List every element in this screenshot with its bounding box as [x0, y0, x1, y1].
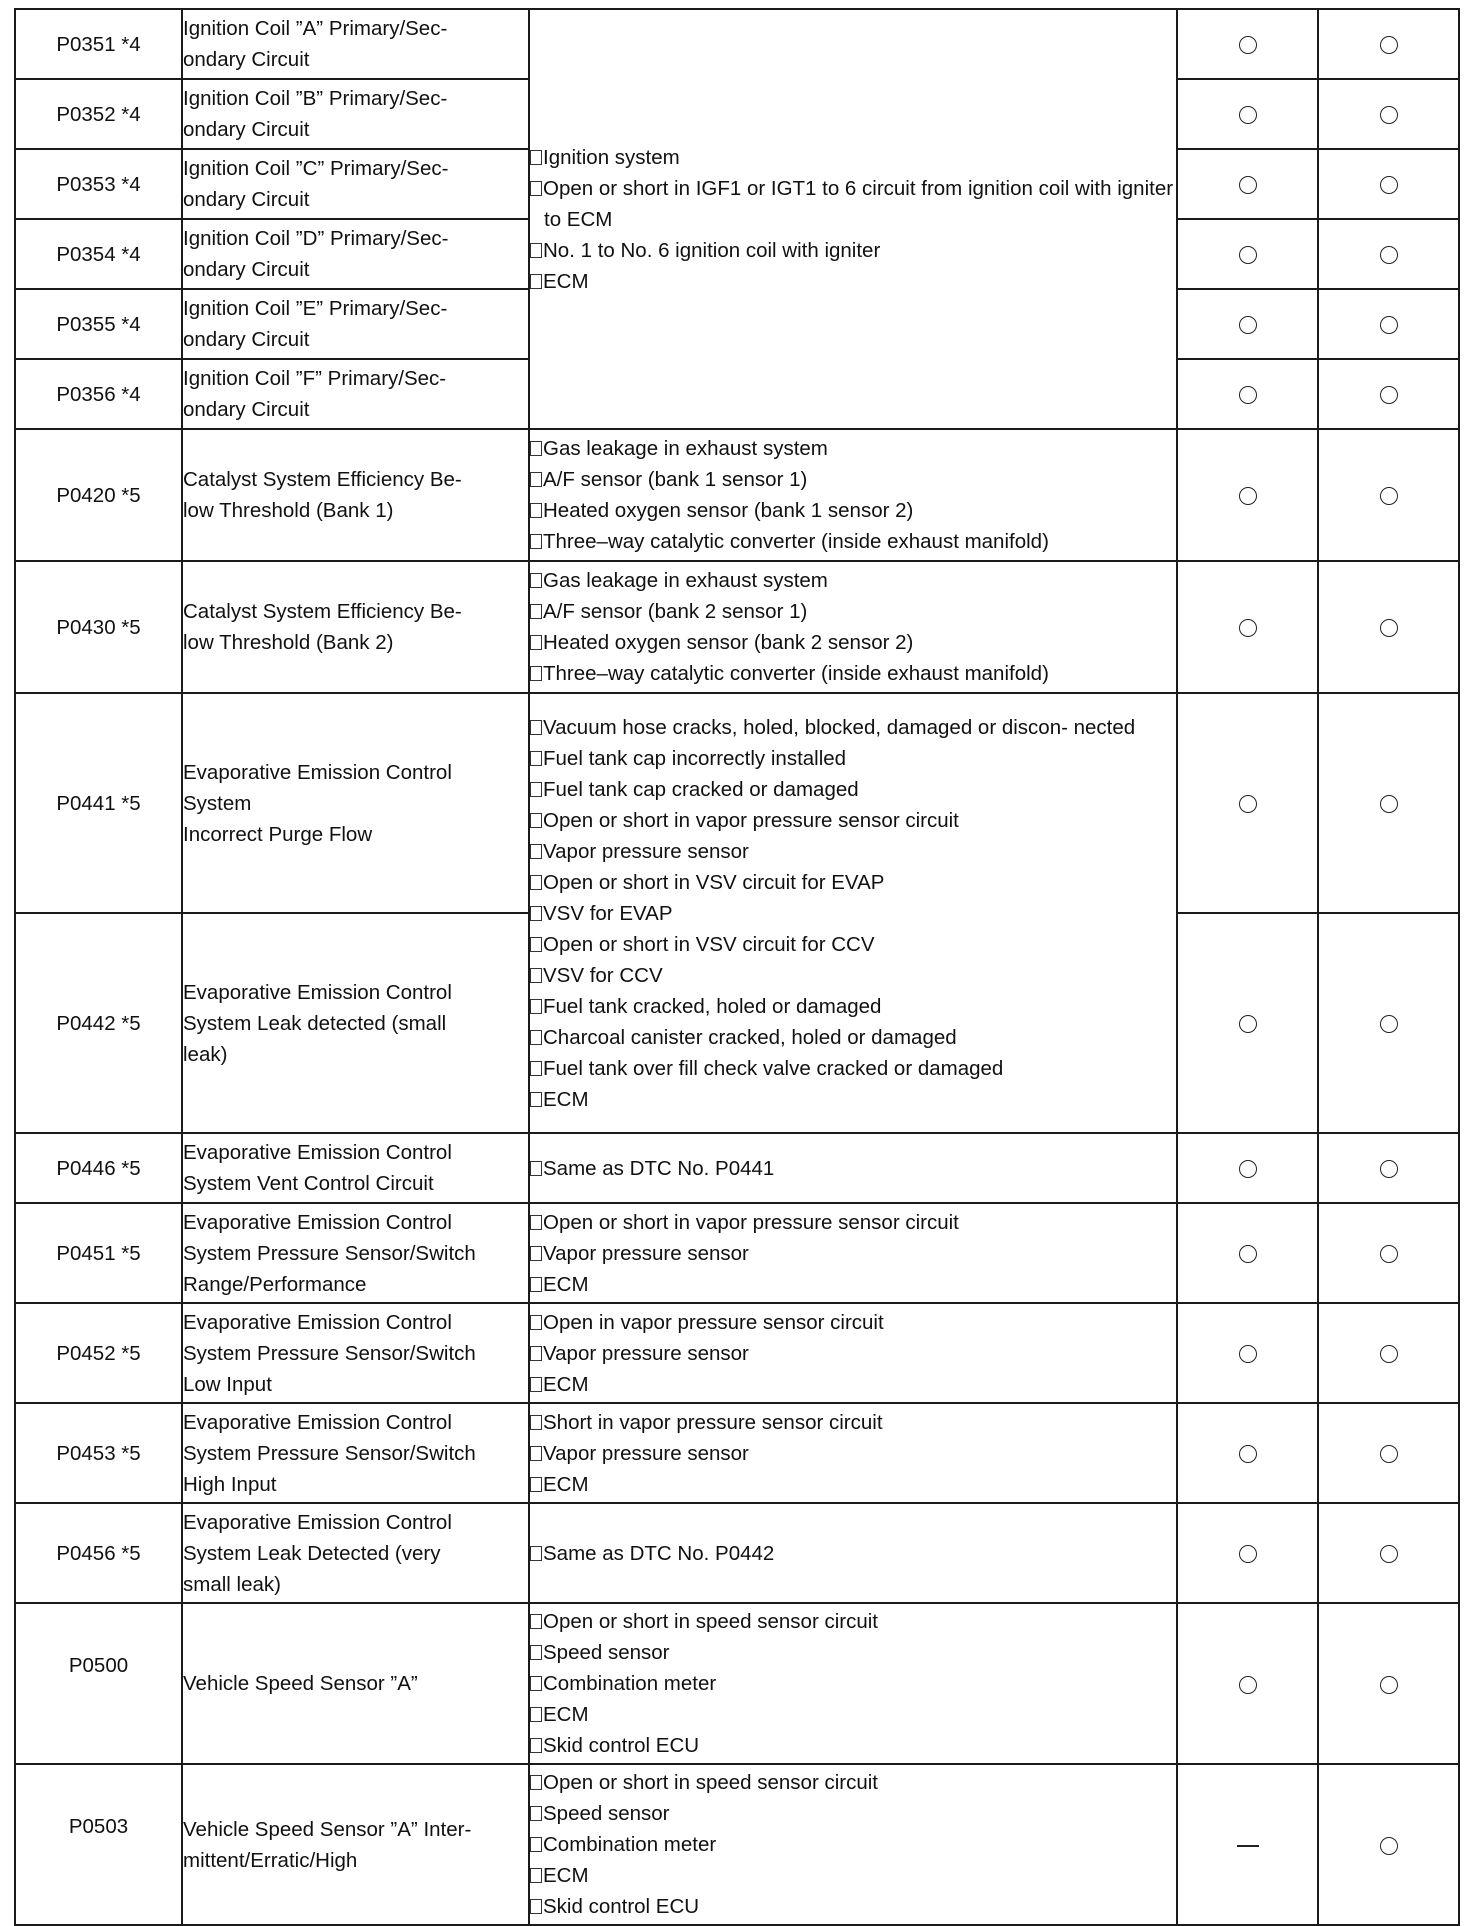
trouble-item: Fuel tank cap incorrectly installed [530, 743, 1176, 774]
trouble-item: Three–way catalytic converter (inside exhaust manifold) [530, 658, 1176, 689]
detection-item: Evaporative Emission Control System Pressure Sensor/Switch High Input [182, 1403, 529, 1503]
mil-cell [1177, 561, 1318, 693]
table-row [15, 1503, 1459, 1603]
trouble-area [529, 429, 1177, 561]
memory-cell [1318, 1203, 1459, 1303]
circle-icon [1380, 386, 1398, 404]
circle-icon [1380, 1160, 1398, 1178]
circle-icon [1380, 1345, 1398, 1363]
checkbox-icon [530, 782, 542, 797]
circle-icon [1380, 1837, 1398, 1855]
trouble-item: Same as DTC No. P0442 [530, 1538, 1176, 1569]
dtc-code: P0503 [15, 1764, 182, 1925]
trouble-item: Skid control ECU [530, 1891, 1176, 1922]
trouble-item: Open or short in speed sensor circuit [530, 1767, 1176, 1798]
table-row [15, 1403, 1459, 1503]
detection-item: Evaporative Emission Control System Leak Detected (very small leak) [182, 1503, 529, 1603]
trouble-item: ECM [530, 1269, 1176, 1300]
checkbox-icon [530, 1645, 542, 1660]
detection-item: Catalyst System Efficiency Be- low Threshold (Bank 1) [182, 429, 529, 561]
trouble-item: A/F sensor (bank 1 sensor 1) [530, 464, 1176, 495]
memory-cell [1318, 359, 1459, 429]
detection-item: Vehicle Speed Sensor ”A” Inter- mittent/Erratic/High [182, 1764, 529, 1925]
checkbox-icon [530, 1837, 542, 1852]
trouble-item: Fuel tank cracked, holed or damaged [530, 991, 1176, 1022]
circle-icon [1380, 619, 1398, 637]
trouble-item: Combination meter [530, 1829, 1176, 1860]
dtc-code: P0453 *5 [15, 1403, 182, 1503]
trouble-item: Heated oxygen sensor (bank 1 sensor 2) [530, 495, 1176, 526]
circle-icon [1239, 316, 1257, 334]
trouble-item: Open or short in vapor pressure sensor circuit [530, 805, 1176, 836]
checkbox-icon [530, 441, 542, 456]
checkbox-icon [530, 1061, 542, 1076]
mil-cell [1177, 79, 1318, 149]
mil-cell [1177, 289, 1318, 359]
checkbox-icon [530, 573, 542, 588]
trouble-item: Combination meter [530, 1668, 1176, 1699]
dtc-code: P0500 [15, 1603, 182, 1764]
checkbox-icon [530, 1315, 542, 1330]
memory-cell [1318, 1503, 1459, 1603]
trouble-area [529, 1303, 1177, 1403]
mil-cell [1177, 219, 1318, 289]
memory-cell [1318, 1303, 1459, 1403]
trouble-area [529, 1133, 1177, 1203]
checkbox-icon [530, 1775, 542, 1790]
checkbox-icon [530, 1161, 542, 1176]
circle-icon [1239, 1015, 1257, 1033]
circle-icon [1380, 1015, 1398, 1033]
trouble-area [529, 1503, 1177, 1603]
memory-cell [1318, 1403, 1459, 1503]
trouble-item: Ignition system [530, 142, 1176, 173]
trouble-item: Short in vapor pressure sensor circuit [530, 1407, 1176, 1438]
detection-item: Catalyst System Efficiency Be- low Threshold (Bank 2) [182, 561, 529, 693]
table-row [15, 9, 1459, 79]
trouble-item: Vapor pressure sensor [530, 1338, 1176, 1369]
trouble-item: Vacuum hose cracks, holed, blocked, damaged or discon- nected [530, 712, 1176, 743]
trouble-item: Open or short in vapor pressure sensor circuit [530, 1207, 1176, 1238]
mil-cell [1177, 1503, 1318, 1603]
circle-icon [1380, 316, 1398, 334]
circle-icon [1380, 1545, 1398, 1563]
checkbox-icon [530, 1215, 542, 1230]
mil-cell [1177, 359, 1318, 429]
circle-icon [1239, 487, 1257, 505]
checkbox-icon [530, 1277, 542, 1292]
memory-cell [1318, 1133, 1459, 1203]
dtc-code: P0353 *4 [15, 149, 182, 219]
trouble-item: Three–way catalytic converter (inside exhaust manifold) [530, 526, 1176, 557]
detection-item: Evaporative Emission Control System Incorrect Purge Flow [182, 693, 529, 913]
circle-icon [1380, 487, 1398, 505]
detection-item: Evaporative Emission Control System Pressure Sensor/Switch Low Input [182, 1303, 529, 1403]
trouble-item: Gas leakage in exhaust system [530, 565, 1176, 596]
trouble-item: Open in vapor pressure sensor circuit [530, 1307, 1176, 1338]
circle-icon [1380, 246, 1398, 264]
trouble-item: Speed sensor [530, 1637, 1176, 1668]
trouble-item: Fuel tank over fill check valve cracked or damaged [530, 1053, 1176, 1084]
circle-icon [1239, 176, 1257, 194]
memory-cell [1318, 219, 1459, 289]
mil-cell [1177, 149, 1318, 219]
detection-item: Ignition Coil ”C” Primary/Sec- ondary Circuit [182, 149, 529, 219]
dtc-code: P0351 *4 [15, 9, 182, 79]
dtc-table [14, 8, 1460, 1926]
detection-item: Evaporative Emission Control System Vent Control Circuit [182, 1133, 529, 1203]
trouble-item: ECM [530, 1860, 1176, 1891]
table-row [15, 561, 1459, 693]
checkbox-icon [530, 1030, 542, 1045]
trouble-area [529, 1764, 1177, 1925]
memory-cell [1318, 79, 1459, 149]
checkbox-icon [530, 1546, 542, 1561]
trouble-item: Open or short in IGF1 or IGT1 to 6 circuit from ignition coil with igniter to ECM [530, 173, 1176, 235]
trouble-item: VSV for EVAP [530, 898, 1176, 929]
table-row [15, 1133, 1459, 1203]
table-row [15, 429, 1459, 561]
mil-cell [1177, 913, 1318, 1133]
trouble-item: Vapor pressure sensor [530, 836, 1176, 867]
checkbox-icon [530, 503, 542, 518]
trouble-item: Open or short in speed sensor circuit [530, 1606, 1176, 1637]
dtc-code: P0452 *5 [15, 1303, 182, 1403]
circle-icon [1380, 36, 1398, 54]
checkbox-icon [530, 534, 542, 549]
trouble-item: Skid control ECU [530, 1730, 1176, 1761]
trouble-item: A/F sensor (bank 2 sensor 1) [530, 596, 1176, 627]
circle-icon [1239, 36, 1257, 54]
circle-icon [1239, 619, 1257, 637]
circle-icon [1239, 1245, 1257, 1263]
trouble-item: ECM [530, 1084, 1176, 1115]
memory-cell [1318, 1764, 1459, 1925]
checkbox-icon [530, 751, 542, 766]
checkbox-icon [530, 243, 542, 258]
checkbox-icon [530, 472, 542, 487]
trouble-item: ECM [530, 266, 1176, 297]
trouble-area [529, 693, 1177, 1133]
checkbox-icon [530, 1346, 542, 1361]
dtc-code: P0442 *5 [15, 913, 182, 1133]
checkbox-icon [530, 1092, 542, 1107]
dtc-code: P0456 *5 [15, 1503, 182, 1603]
dtc-code: P0352 *4 [15, 79, 182, 149]
memory-cell [1318, 149, 1459, 219]
circle-icon [1380, 176, 1398, 194]
circle-icon [1239, 246, 1257, 264]
mil-cell [1177, 1764, 1318, 1925]
trouble-item: Charcoal canister cracked, holed or damaged [530, 1022, 1176, 1053]
trouble-item: Speed sensor [530, 1798, 1176, 1829]
trouble-area [529, 1603, 1177, 1764]
table-row [15, 693, 1459, 913]
detection-item: Ignition Coil ”E” Primary/Sec- ondary Circuit [182, 289, 529, 359]
trouble-item: ECM [530, 1699, 1176, 1730]
checkbox-icon [530, 1377, 542, 1392]
dtc-code: P0355 *4 [15, 289, 182, 359]
trouble-area [529, 1403, 1177, 1503]
mil-cell [1177, 1133, 1318, 1203]
trouble-item: ECM [530, 1369, 1176, 1400]
memory-cell [1318, 561, 1459, 693]
dtc-code: P0356 *4 [15, 359, 182, 429]
table-row [15, 1303, 1459, 1403]
dash-icon [1237, 1845, 1259, 1847]
detection-item: Ignition Coil ”B” Primary/Sec- ondary Circuit [182, 79, 529, 149]
dtc-code: P0420 *5 [15, 429, 182, 561]
circle-icon [1239, 386, 1257, 404]
checkbox-icon [530, 1806, 542, 1821]
checkbox-icon [530, 274, 542, 289]
trouble-area [529, 9, 1177, 429]
dtc-code: P0446 *5 [15, 1133, 182, 1203]
trouble-item: ECM [530, 1469, 1176, 1500]
checkbox-icon [530, 666, 542, 681]
mil-cell [1177, 1303, 1318, 1403]
checkbox-icon [530, 1446, 542, 1461]
circle-icon [1380, 1676, 1398, 1694]
dtc-code: P0430 *5 [15, 561, 182, 693]
circle-icon [1239, 795, 1257, 813]
circle-icon [1239, 1160, 1257, 1178]
table-row [15, 1203, 1459, 1303]
mil-cell [1177, 693, 1318, 913]
mil-cell [1177, 1403, 1318, 1503]
trouble-area [529, 1203, 1177, 1303]
checkbox-icon [530, 1738, 542, 1753]
detection-item: Ignition Coil ”D” Primary/Sec- ondary Circuit [182, 219, 529, 289]
detection-item: Evaporative Emission Control System Pressure Sensor/Switch Range/Performance [182, 1203, 529, 1303]
trouble-item: Open or short in VSV circuit for CCV [530, 929, 1176, 960]
circle-icon [1239, 1445, 1257, 1463]
memory-cell [1318, 913, 1459, 1133]
detection-item: Vehicle Speed Sensor ”A” [182, 1603, 529, 1764]
checkbox-icon [530, 1614, 542, 1629]
checkbox-icon [530, 844, 542, 859]
checkbox-icon [530, 937, 542, 952]
checkbox-icon [530, 968, 542, 983]
checkbox-icon [530, 813, 542, 828]
circle-icon [1239, 1345, 1257, 1363]
checkbox-icon [530, 999, 542, 1014]
mil-cell [1177, 429, 1318, 561]
trouble-item: Vapor pressure sensor [530, 1438, 1176, 1469]
detection-item: Ignition Coil ”A” Primary/Sec- ondary Circuit [182, 9, 529, 79]
memory-cell [1318, 693, 1459, 913]
dtc-code: P0451 *5 [15, 1203, 182, 1303]
memory-cell [1318, 289, 1459, 359]
mil-cell [1177, 9, 1318, 79]
mil-cell [1177, 1603, 1318, 1764]
checkbox-icon [530, 1868, 542, 1883]
trouble-item: VSV for CCV [530, 960, 1176, 991]
trouble-item: Heated oxygen sensor (bank 2 sensor 2) [530, 627, 1176, 658]
trouble-item: Vapor pressure sensor [530, 1238, 1176, 1269]
checkbox-icon [530, 1676, 542, 1691]
checkbox-icon [530, 181, 542, 196]
detection-item: Evaporative Emission Control System Leak detected (small leak) [182, 913, 529, 1133]
checkbox-icon [530, 1415, 542, 1430]
circle-icon [1380, 1245, 1398, 1263]
circle-icon [1380, 106, 1398, 124]
memory-cell [1318, 1603, 1459, 1764]
trouble-area [529, 561, 1177, 693]
circle-icon [1380, 1445, 1398, 1463]
trouble-item: Same as DTC No. P0441 [530, 1153, 1176, 1184]
checkbox-icon [530, 635, 542, 650]
mil-cell [1177, 1203, 1318, 1303]
table-row [15, 1764, 1459, 1925]
checkbox-icon [530, 875, 542, 890]
checkbox-icon [530, 604, 542, 619]
dtc-code: P0354 *4 [15, 219, 182, 289]
checkbox-icon [530, 1707, 542, 1722]
circle-icon [1239, 1676, 1257, 1694]
circle-icon [1239, 106, 1257, 124]
dtc-code: P0441 *5 [15, 693, 182, 913]
table-row [15, 1603, 1459, 1764]
detection-item: Ignition Coil ”F” Primary/Sec- ondary Circuit [182, 359, 529, 429]
checkbox-icon [530, 1899, 542, 1914]
memory-cell [1318, 429, 1459, 561]
circle-icon [1380, 795, 1398, 813]
checkbox-icon [530, 150, 542, 165]
memory-cell [1318, 9, 1459, 79]
trouble-item: No. 1 to No. 6 ignition coil with igniter [530, 235, 1176, 266]
trouble-item: Fuel tank cap cracked or damaged [530, 774, 1176, 805]
checkbox-icon [530, 1477, 542, 1492]
checkbox-icon [530, 906, 542, 921]
checkbox-icon [530, 1246, 542, 1261]
trouble-item: Gas leakage in exhaust system [530, 433, 1176, 464]
circle-icon [1239, 1545, 1257, 1563]
trouble-item: Open or short in VSV circuit for EVAP [530, 867, 1176, 898]
checkbox-icon [530, 720, 542, 735]
